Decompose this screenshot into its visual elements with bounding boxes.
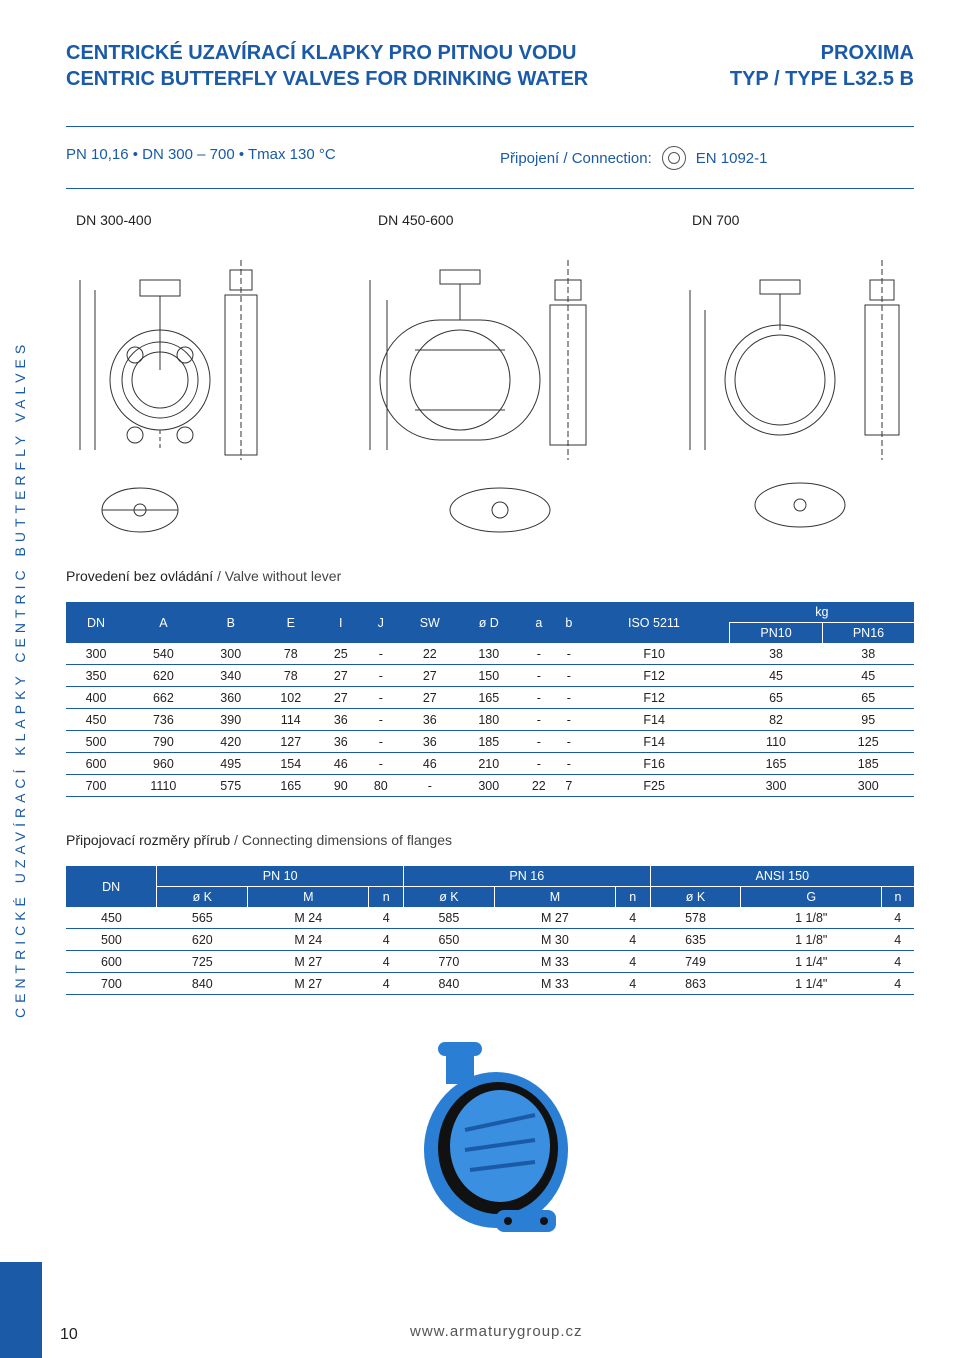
- table-cell: -: [559, 687, 579, 709]
- heading-cz: Provedení bez ovládání: [66, 568, 214, 584]
- table-cell: 130: [459, 643, 519, 665]
- table-cell: 620: [126, 665, 201, 687]
- table-cell: 600: [66, 951, 157, 973]
- table-cell: 38: [730, 643, 823, 665]
- connection-label: Připojení / Connection:: [500, 149, 652, 167]
- table-cell: 620: [157, 929, 248, 951]
- column-header: J: [361, 602, 401, 643]
- table-cell: 4: [881, 929, 914, 951]
- column-header: E: [261, 602, 321, 643]
- table-cell: 575: [201, 775, 261, 797]
- table-cell: 36: [401, 709, 459, 731]
- table-cell: 7: [559, 775, 579, 797]
- table-cell: -: [361, 753, 401, 775]
- table-cell: 150: [459, 665, 519, 687]
- table-cell: 300: [822, 775, 914, 797]
- table-cell: 4: [615, 929, 650, 951]
- table-cell: 300: [66, 643, 126, 665]
- column-header: b: [559, 602, 579, 643]
- table-cell: 578: [650, 907, 741, 929]
- footer-bar: [0, 1262, 42, 1358]
- table-cell: -: [559, 731, 579, 753]
- column-header: B: [201, 602, 261, 643]
- table-cell: 700: [66, 775, 126, 797]
- table-cell: -: [519, 643, 559, 665]
- valve-front-drawing-2: [370, 270, 540, 450]
- table-cell: F25: [579, 775, 730, 797]
- valve-top-drawing-3: [755, 483, 845, 527]
- section-heading-1: [66, 568, 341, 584]
- table-cell: 770: [403, 951, 494, 973]
- table-cell: M 24: [248, 929, 369, 951]
- table-cell: 27: [401, 665, 459, 687]
- column-header: PN10: [730, 623, 823, 644]
- table-cell: 400: [66, 687, 126, 709]
- table-cell: -: [559, 753, 579, 775]
- column-header: ø K: [157, 887, 248, 908]
- table-cell: 165: [459, 687, 519, 709]
- table-cell: 4: [615, 951, 650, 973]
- table-cell: 863: [650, 973, 741, 995]
- table-cell: 185: [459, 731, 519, 753]
- column-header: PN16: [822, 623, 914, 644]
- table-cell: 4: [369, 929, 404, 951]
- table-cell: 127: [261, 731, 321, 753]
- table-cell: 185: [822, 753, 914, 775]
- table-cell: 420: [201, 731, 261, 753]
- table-cell: F14: [579, 709, 730, 731]
- type-label: TYP / TYPE L32.5 B: [729, 68, 914, 90]
- table-cell: 450: [66, 907, 157, 929]
- column-header-kg: kg: [730, 602, 914, 623]
- table-cell: M 33: [494, 951, 615, 973]
- table-cell: 65: [822, 687, 914, 709]
- table-cell: -: [559, 665, 579, 687]
- table-cell: 635: [650, 929, 741, 951]
- column-header: n: [881, 887, 914, 908]
- table-cell: 1 1/8": [741, 907, 882, 929]
- table-row: [66, 907, 914, 929]
- table-cell: -: [361, 687, 401, 709]
- table-cell: 36: [321, 709, 361, 731]
- column-group-header: PN 16: [403, 866, 650, 887]
- column-header: a: [519, 602, 559, 643]
- valve-side-drawing-2: [550, 260, 586, 460]
- table-cell: 4: [369, 973, 404, 995]
- table-cell: 725: [157, 951, 248, 973]
- table-cell: -: [559, 709, 579, 731]
- table-cell: 102: [261, 687, 321, 709]
- table-cell: 1110: [126, 775, 201, 797]
- table-cell: 585: [403, 907, 494, 929]
- table-cell: 4: [615, 907, 650, 929]
- table-cell: 36: [401, 731, 459, 753]
- table-cell: 27: [321, 687, 361, 709]
- table-cell: 300: [459, 775, 519, 797]
- connection-value: EN 1092-1: [695, 149, 768, 167]
- column-header-dn: DN: [66, 866, 157, 907]
- table-cell: -: [361, 665, 401, 687]
- table-cell: 390: [201, 709, 261, 731]
- technical-drawings: [60, 250, 930, 570]
- table-row: [66, 775, 914, 797]
- column-header: ISO 5211: [579, 602, 730, 643]
- table-cell: 114: [261, 709, 321, 731]
- table-cell: -: [519, 687, 559, 709]
- dn-label-2: DN 450-600: [378, 212, 454, 228]
- table-cell: 90: [321, 775, 361, 797]
- table-cell: 1 1/4": [741, 951, 882, 973]
- heading-sep: /: [213, 568, 225, 584]
- table-cell: 165: [730, 753, 823, 775]
- side-text: CENTRICKÉ UZAVÍRACÍ KLAPKY CENTRIC BUTTERFLY VALVES: [12, 339, 28, 1018]
- table-cell: 180: [459, 709, 519, 731]
- table-cell: -: [401, 775, 459, 797]
- table-cell: -: [519, 709, 559, 731]
- table-cell: 500: [66, 929, 157, 951]
- table-cell: 360: [201, 687, 261, 709]
- valve-front-drawing-1: [80, 280, 210, 450]
- title-cz: CENTRICKÉ UZAVÍRACÍ KLAPKY PRO PITNOU VODU: [66, 42, 577, 64]
- table-cell: 650: [403, 929, 494, 951]
- table-cell: 46: [401, 753, 459, 775]
- table-cell: 110: [730, 731, 823, 753]
- column-header: G: [741, 887, 882, 908]
- table-cell: 840: [157, 973, 248, 995]
- column-header: n: [369, 887, 404, 908]
- brand: PROXIMA: [820, 42, 914, 64]
- table-row: [66, 973, 914, 995]
- product-title: [730, 40, 914, 92]
- table-row: [66, 929, 914, 951]
- table-cell: 4: [881, 951, 914, 973]
- table-cell: 27: [401, 687, 459, 709]
- table-cell: 840: [403, 973, 494, 995]
- table-row: [66, 665, 914, 687]
- table-cell: F16: [579, 753, 730, 775]
- heading-sep: /: [230, 832, 242, 848]
- table-row: [66, 753, 914, 775]
- table-cell: 300: [201, 643, 261, 665]
- table-cell: 340: [201, 665, 261, 687]
- table-cell: 4: [369, 951, 404, 973]
- table-cell: 736: [126, 709, 201, 731]
- valve-side-drawing-3: [865, 260, 899, 460]
- website-link[interactable]: www.armaturygroup.cz: [410, 1323, 583, 1340]
- table-cell: 36: [321, 731, 361, 753]
- title-en: CENTRIC BUTTERFLY VALVES FOR DRINKING WATER: [66, 68, 589, 90]
- heading-en: Connecting dimensions of flanges: [241, 832, 452, 848]
- table-cell: -: [361, 731, 401, 753]
- table-row: [66, 687, 914, 709]
- column-header: ø K: [403, 887, 494, 908]
- table-cell: M 33: [494, 973, 615, 995]
- table-cell: -: [559, 643, 579, 665]
- page-title: [66, 40, 588, 92]
- table-cell: 80: [361, 775, 401, 797]
- table-cell: 95: [822, 709, 914, 731]
- table-cell: 165: [261, 775, 321, 797]
- dn-label-1: DN 300-400: [76, 212, 152, 228]
- table-cell: 82: [730, 709, 823, 731]
- connection: [500, 146, 767, 170]
- table-cell: 45: [822, 665, 914, 687]
- column-header: SW: [401, 602, 459, 643]
- heading-en: Valve without lever: [224, 568, 342, 584]
- table-cell: 1 1/4": [741, 973, 882, 995]
- table-cell: M 30: [494, 929, 615, 951]
- table-cell: 960: [126, 753, 201, 775]
- column-header: M: [248, 887, 369, 908]
- table-cell: 4: [881, 907, 914, 929]
- valve-side-drawing-1: [225, 260, 257, 460]
- column-header: ø D: [459, 602, 519, 643]
- column-header: DN: [66, 602, 126, 643]
- table-row: [66, 731, 914, 753]
- column-header: I: [321, 602, 361, 643]
- divider: [66, 188, 914, 189]
- table-cell: 4: [881, 973, 914, 995]
- column-header: n: [615, 887, 650, 908]
- table-cell: 300: [730, 775, 823, 797]
- column-header: ø K: [650, 887, 741, 908]
- table-cell: 25: [321, 643, 361, 665]
- dn-label-3: DN 700: [692, 212, 740, 228]
- table-cell: 38: [822, 643, 914, 665]
- section-heading-2: [66, 832, 452, 848]
- table-cell: -: [361, 709, 401, 731]
- specs-line: PN 10,16 • DN 300 – 700 • Tmax 130 °C: [66, 146, 336, 163]
- column-group-header: ANSI 150: [650, 866, 914, 887]
- table-cell: 125: [822, 731, 914, 753]
- table-cell: 450: [66, 709, 126, 731]
- table-cell: -: [519, 731, 559, 753]
- table-cell: F12: [579, 665, 730, 687]
- table-cell: 46: [321, 753, 361, 775]
- table-cell: M 27: [248, 973, 369, 995]
- table-cell: F14: [579, 731, 730, 753]
- flange-table: [66, 866, 914, 995]
- table-cell: F10: [579, 643, 730, 665]
- table-cell: 78: [261, 665, 321, 687]
- table-cell: 4: [615, 973, 650, 995]
- table-cell: 790: [126, 731, 201, 753]
- table-cell: 22: [401, 643, 459, 665]
- table-cell: -: [519, 665, 559, 687]
- column-header: A: [126, 602, 201, 643]
- table-cell: 65: [730, 687, 823, 709]
- table-cell: 495: [201, 753, 261, 775]
- table-cell: -: [519, 753, 559, 775]
- table-cell: -: [361, 643, 401, 665]
- table-cell: 565: [157, 907, 248, 929]
- table-cell: 1 1/8": [741, 929, 882, 951]
- table-row: [66, 643, 914, 665]
- table-cell: 540: [126, 643, 201, 665]
- table-cell: M 27: [494, 907, 615, 929]
- product-photo: [410, 1040, 570, 1240]
- table-cell: 662: [126, 687, 201, 709]
- table-cell: 45: [730, 665, 823, 687]
- table-cell: 22: [519, 775, 559, 797]
- table-cell: 749: [650, 951, 741, 973]
- table-cell: F12: [579, 687, 730, 709]
- table-cell: 78: [261, 643, 321, 665]
- valve-top-drawing-1: [102, 488, 178, 532]
- water-icon: [662, 146, 686, 170]
- table-row: [66, 709, 914, 731]
- divider: [66, 126, 914, 127]
- table-cell: 700: [66, 973, 157, 995]
- table-row: [66, 951, 914, 973]
- table-cell: 350: [66, 665, 126, 687]
- table-cell: 500: [66, 731, 126, 753]
- valve-top-drawing-2: [450, 488, 550, 532]
- dimensions-table: [66, 602, 914, 797]
- table-cell: 210: [459, 753, 519, 775]
- table-cell: 27: [321, 665, 361, 687]
- page-number: 10: [60, 1326, 78, 1343]
- table-cell: M 24: [248, 907, 369, 929]
- table-cell: 600: [66, 753, 126, 775]
- heading-cz: Připojovací rozměry přírub: [66, 832, 231, 848]
- table-cell: M 27: [248, 951, 369, 973]
- column-group-header: PN 10: [157, 866, 404, 887]
- table-cell: 4: [369, 907, 404, 929]
- table-cell: 154: [261, 753, 321, 775]
- valve-front-drawing-3: [690, 280, 835, 450]
- column-header: M: [494, 887, 615, 908]
